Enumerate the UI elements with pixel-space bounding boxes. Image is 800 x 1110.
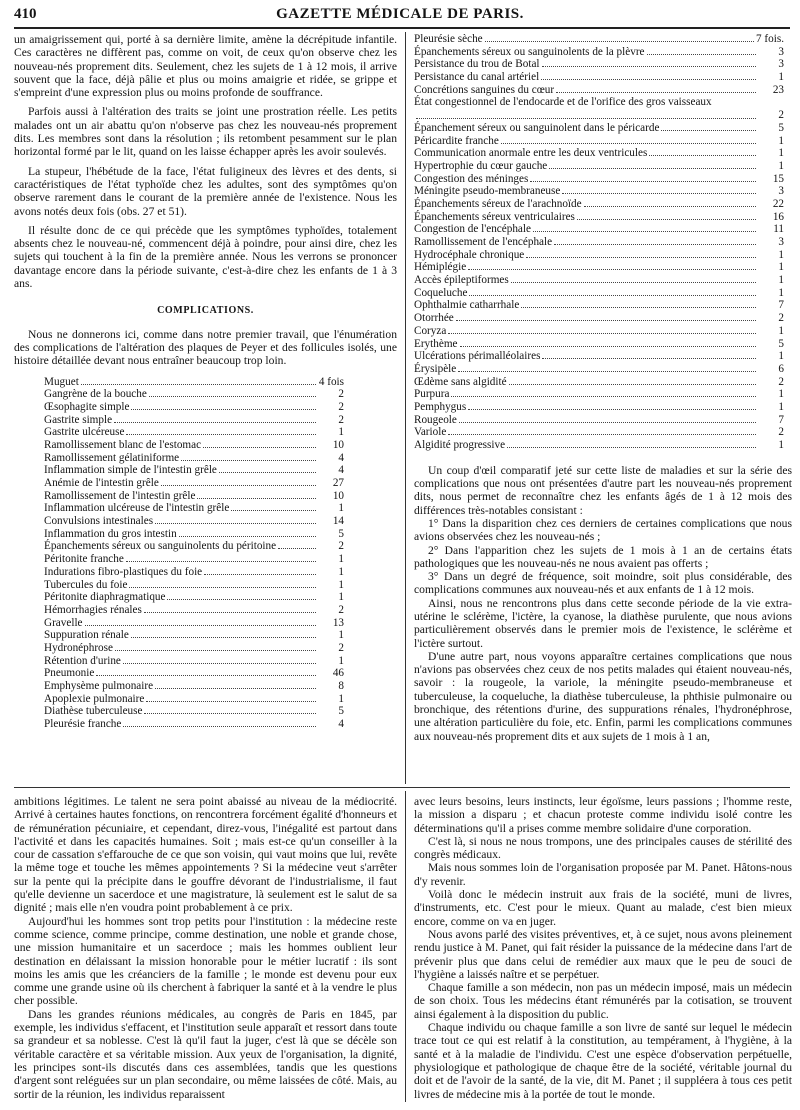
right-column-top bbox=[414, 33, 792, 743]
section-divider-rule bbox=[14, 787, 790, 788]
complications-list-right bbox=[414, 33, 784, 452]
list-item: Congestion de l'encéphale 11 bbox=[414, 223, 784, 236]
list-item: Ramollissement blanc de l'estomac 10 bbox=[44, 438, 344, 451]
journal-title: GAZETTE MÉDICALE DE PARIS. bbox=[276, 6, 524, 22]
paragraph: D'une autre part, nous voyons apparaître certaines complications que nous n'avions pas observées chez ceux de nos petits malades qui étaient nouveau-nés, savoir : la rougeole, la variole, la méningite pseudo-membraneuse et tuberculeuse, la coqueluche, la diathèse tuberculeuse, la phthisie pulmonaire ou bronchique, des rétentions d'urine, des suppurations rénales, l'hydronéphrose, une altération particulière du foie, etc. Enfin, parmi les complications communes aux nouveau-nés proprement dits et aux sujets de 1 mois à 1 an, bbox=[414, 649, 792, 743]
column-divider-top bbox=[405, 32, 406, 784]
paragraph: Parfois aussi à l'altération des traits se joint une prostration réelle. Les petits malades ont un air abattu qu'on n'observe pas chez les nouveau-nés proprement dits. Les membres sont dans la résolution ; ils retombent pesamment sur le plan horizontal formé par le lit, quand on les laisse échapper après les avoir soulevés. bbox=[14, 105, 397, 159]
list-item: Épanchements séreux ou sanguinolents du péritoine 2 bbox=[44, 540, 344, 553]
list-item: Péritonite franche 1 bbox=[44, 553, 344, 566]
list-item: Otorrhée 2 bbox=[414, 312, 784, 325]
paragraph: un amaigrissement qui, porté à sa dernière limite, amène la décrépitude infantile. Ces caractères ne diffèrent pas, comme on voit, de ceux qu'on observe chez les nouveau-nés proprement dits. Seulement, chez les sujets de 1 à 12 mois, il arrive souvent que la face, déjà pâlie et plus ou moins amaigrie et ridée, se grippe et s'empreint d'une expression plus ou moins profonde de souffrance. bbox=[14, 33, 397, 100]
list-item: Pemphygus 1 bbox=[414, 400, 784, 413]
list-item: Épanchements séreux ou sanguinolents de la plèvre 3 bbox=[414, 45, 784, 58]
list-item: Coqueluche 1 bbox=[414, 286, 784, 299]
list-item: Pleurésie franche 4 bbox=[44, 718, 344, 731]
list-item: Épanchement séreux ou sanguinolent dans le péricarde 5 bbox=[414, 121, 784, 134]
list-item: Diathèse tuberculeuse 5 bbox=[44, 705, 344, 718]
list-item: Inflammation ulcéreuse de l'intestin grêle 1 bbox=[44, 502, 344, 515]
paragraph: 2° Dans l'apparition chez les sujets de 1 mois à 1 an de certains états pathologiques que les nouveau-nés ne nous avaient pas offerts ; bbox=[414, 543, 792, 570]
list-item: Apoplexie pulmonaire 1 bbox=[44, 692, 344, 705]
list-item: Œdème sans algidité 2 bbox=[414, 375, 784, 388]
right-column-bottom bbox=[414, 795, 792, 1101]
list-item: Ramollissement de l'intestin grêle 10 bbox=[44, 489, 344, 502]
list-item: Emphysème pulmonaire 8 bbox=[44, 680, 344, 693]
paragraph: ambitions légitimes. Le talent ne sera point abaissé au niveau de la médiocrité. Arrivé à certaines hautes fonctions, on rencontrera forcément égalité d'honneurs et de rémunération pécuniaire, et cependant, direz-vous, l'inégalité est partout dans l'activité et dans les capacités humaines. Soit ; mais est-ce qu'un conseiller à la cour de cassation s'effarouche de ce que son voisin, qui vaut moins que lui, revête la même toge et touche les mêmes appointements ? Si la médecine veut s'arrêter sur la pente qui la précipite dans le gouffre dévorant de l'industrialisme, il faut qu'elle devienne un sacerdoce et une magistrature, là seulement est le salut de sa dignité ; mais elle n'en voudra point probablement à ce prix. bbox=[14, 795, 397, 915]
paragraph: avec leurs besoins, leurs instincts, leur égoïsme, leurs passions ; l'homme reste, la mission a disparu ; et chacun proteste comme individu isolé contre les déterminations qu'il a prises comme membre solidaire d'une corporation. bbox=[414, 795, 792, 835]
paragraph: Dans les grandes réunions médicales, au congrès de Paris en 1845, par exemple, les individus s'effacent, et l'institution seule apparaît et ressort dans toute sa grandeur et sa noblesse. C'est là qu'il faut la juger, c'est là que se décèle son véritable caractère et sa véritable mission. Aux yeux de l'organisation, la dignité, les principes sont-ils discutés dans ces assemblées, tandis que les questions d'argent sont reléguées sur un plan secondaire, ou même laissées de côté. Mais, au sortir de la réunion, les individus reparaissent bbox=[14, 1007, 397, 1101]
list-item: Rougeole 7 bbox=[414, 413, 784, 426]
list-item: Hypertrophie du cœur gauche 1 bbox=[414, 159, 784, 172]
paragraph: Ainsi, nous ne rencontrons plus dans cette seconde période de la vie extra-utérine le sclérème, l'ictère, la cyanose, la diathèse purulente, que nous avions particulièrement observés dans le premier mois de l'existence, le sclérème et l'ictère surtout. bbox=[414, 596, 792, 650]
list-item: Inflammation simple de l'intestin grêle 4 bbox=[44, 464, 344, 477]
list-item: Péritonite diaphragmatique 1 bbox=[44, 591, 344, 604]
paragraph: 3° Dans un degré de fréquence, soit moindre, soit plus considérable, des complications communes aux nouveau-nés et aux enfants de 1 à 12 mois. bbox=[414, 570, 792, 597]
list-item: Ophthalmie catharrhale 7 bbox=[414, 299, 784, 312]
paragraph: Voilà donc le médecin instruit aux frais de la société, muni de livres, d'instruments, etc. C'est pour le mieux. Quant au malade, c'est bien mieux encore, comme on va en juger. bbox=[414, 888, 792, 928]
list-item: Anémie de l'intestin grêle 27 bbox=[44, 477, 344, 490]
list-item: Persistance du canal artériel 1 bbox=[414, 71, 784, 84]
list-item: Rétention d'urine 1 bbox=[44, 654, 344, 667]
column-divider-bottom bbox=[405, 791, 406, 1102]
section-heading: COMPLICATIONS. bbox=[157, 305, 254, 317]
list-item: Épanchements séreux ventriculaires 16 bbox=[414, 210, 784, 223]
list-item: Hémorrhagies rénales 2 bbox=[44, 603, 344, 616]
list-item: Gastrite simple 2 bbox=[44, 413, 344, 426]
paragraph: C'est là, si nous ne nous trompons, une des principales causes de stérilité des congrès médicaux. bbox=[414, 834, 792, 862]
complications-list-left bbox=[14, 376, 344, 731]
list-item: Convulsions intestinales 14 bbox=[44, 515, 344, 528]
list-item: Hydronéphrose 2 bbox=[44, 641, 344, 654]
list-item: Tubercules du foie 1 bbox=[44, 578, 344, 591]
list-item: Inflammation du gros intestin 5 bbox=[44, 527, 344, 540]
list-item: Communication anormale entre les deux ventricules 1 bbox=[414, 147, 784, 160]
list-item: Erythème 5 bbox=[414, 337, 784, 350]
list-item: Purpura 1 bbox=[414, 388, 784, 401]
list-item: Coryza 1 bbox=[414, 324, 784, 337]
list-item: Hydrocéphale chronique 1 bbox=[414, 248, 784, 261]
list-item: État congestionnel de l'endocarde et de l'orifice des gros vaisseaux 2 bbox=[414, 96, 784, 122]
list-item: Œsophagite simple 2 bbox=[44, 400, 344, 413]
list-item: Épanchements séreux de l'arachnoïde 22 bbox=[414, 197, 784, 210]
list-item: Ulcérations périmalléolaires 1 bbox=[414, 350, 784, 363]
list-item: Variole 2 bbox=[414, 426, 784, 439]
paragraph: Chaque individu ou chaque famille a son livre de santé sur lequel le médecin trace tout ce qui est relatif à la constitution, au tempérament, à l'hygiène, à la santé et à la maladie de l'individu. C'est une espèce d'observation perpétuelle, physiologique et pathologique de chaque être de la société, véritable journal du doit et de l'avoir de la santé, de la vie, dit M. Panet ; il suppléera à tous ces petit livres de médecine mis à la portée de tout le monde. bbox=[414, 1021, 792, 1101]
left-column-bottom bbox=[14, 795, 397, 1101]
list-item: Pleurésie sèche 7 fois. bbox=[414, 33, 784, 45]
paragraph: La stupeur, l'hébétude de la face, l'état fuligineux des lèvres et des dents, si caractéristiques de l'état typhoïde chez les adultes, sont des symptômes qu'on observe rarement dans le courant de la première année de l'existence. Nous les avons notés deux fois (obs. 27 et 51). bbox=[14, 164, 397, 218]
list-item: Méningite pseudo-membraneuse 3 bbox=[414, 185, 784, 198]
list-item: Ramollissement de l'encéphale 3 bbox=[414, 236, 784, 249]
list-item: Gastrite ulcéreuse 1 bbox=[44, 426, 344, 439]
page-number: 410 bbox=[14, 6, 37, 22]
paragraph: Mais nous sommes loin de l'organisation proposée par M. Panet. Hâtons-nous d'y revenir. bbox=[414, 861, 792, 888]
list-item: Algidité progressive 1 bbox=[414, 439, 784, 452]
left-column-top bbox=[14, 33, 397, 731]
paragraph: Il résulte donc de ce qui précède que les symptômes typhoïdes, totalement absents chez le nouveau-né, commencent déjà à poindre, pour ainsi dire, chez les sujets qui touchent à la fin de la première année. Nous les verrons se prononcer davantage encore dans la période suivante, c'est-à-dire chez les enfants de 1 à 3 ans. bbox=[14, 223, 397, 291]
list-item: Persistance du trou de Botal 3 bbox=[414, 58, 784, 71]
list-item: Gravelle 13 bbox=[44, 616, 344, 629]
list-item: Ramollissement gélatiniforme 4 bbox=[44, 451, 344, 464]
list-item: Suppuration rénale 1 bbox=[44, 629, 344, 642]
list-item: Indurations fibro-plastiques du foie 1 bbox=[44, 565, 344, 578]
list-item: Pneumonie 46 bbox=[44, 667, 344, 680]
paragraph: 1° Dans la disparition chez ces derniers de certaines complications que nous avions observées chez les nouveau-nés ; bbox=[414, 516, 792, 544]
paragraph: Chaque famille a son médecin, non pas un médecin imposé, mais un médecin de son choix. Tous les médecins étant rémunérés par la cotisation, se trouvent ainsi également à la disposition du public. bbox=[414, 981, 792, 1021]
list-item: Péricardite franche 1 bbox=[414, 134, 784, 147]
paragraph: Nous avons parlé des visites préventives, et, à ce sujet, nous avons pleinement rendu justice à M. Panet, qui fait résider la puissance de la médecine dans l'art de prévenir plus que dans celui de remédier aux maux que le peu de souci de l'hygiène a laissés naître et se perpétuer. bbox=[414, 927, 792, 981]
list-item: Hémiplégie 1 bbox=[414, 261, 784, 274]
list-item: Concrétions sanguines du cœur 23 bbox=[414, 83, 784, 96]
list-item: Accès épileptiformes 1 bbox=[414, 274, 784, 287]
list-item: Gangrène de la bouche 2 bbox=[44, 388, 344, 401]
list-item: Congestion des méninges 15 bbox=[414, 172, 784, 185]
list-item: Muguet 4 fois bbox=[44, 375, 344, 388]
paragraph: Un coup d'œil comparatif jeté sur cette liste de maladies et sur la série des complications que nous ont présentées d'autre part les nouveau-nés proprement dits, nous permet de reconnaître chez les enfants âgés de 1 à 12 mois des différences très-notables consistant : bbox=[414, 463, 792, 517]
list-item: Érysipèle 6 bbox=[414, 362, 784, 375]
paragraph: Nous ne donnerons ici, comme dans notre premier travail, que l'énumération des complications de l'altération des plaques de Peyer et des follicules isolés, une histoire détaillée devant nous entraîner beaucoup trop loin. bbox=[14, 327, 397, 368]
paragraph: Aujourd'hui les hommes sont trop petits pour l'institution : la médecine reste comme science, comme principe, comme destination, une noble et grande chose, une mission humanitaire et un sacerdoce ; mais les hommes oublient leur destination en délaissant la mission honorable pour le métier lucratif : ils sont moins les amis que les créanciers de la famille ; le monde est devenu pour eux comme une grande usine où ils cherchent à fabriquer la santé et à la vendre le plus cher possible. bbox=[14, 914, 397, 1008]
header-rule bbox=[14, 27, 790, 29]
